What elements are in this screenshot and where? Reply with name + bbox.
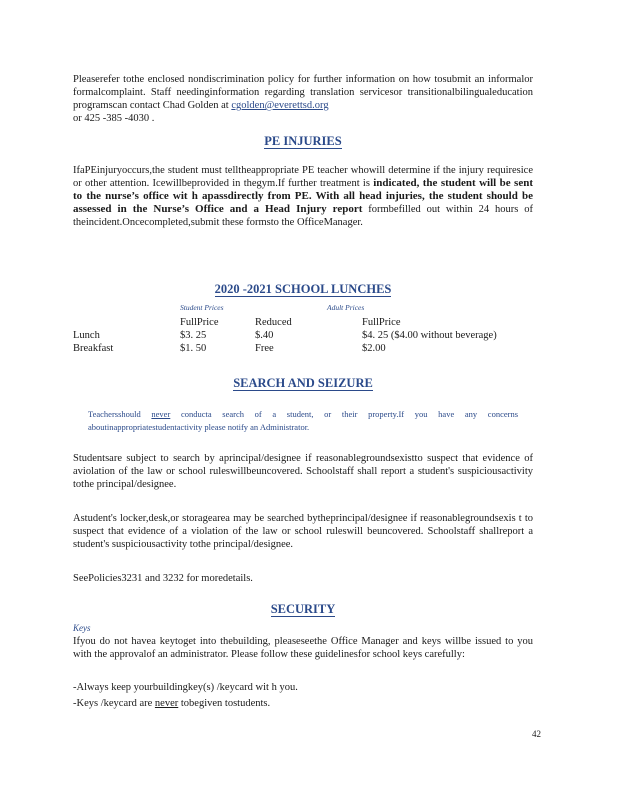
- cell: Free: [255, 343, 274, 354]
- pe-text-3: formbefilled out within 24 hours of theincident.Oncecompleted,submit these formsto the OfficeManager.: [73, 204, 534, 228]
- lunch-price-table: [73, 316, 497, 355]
- intro-text: Pleaserefer tothe enclosed nondiscrimination policy for further information on how tosubmit an informalor formalcomplaint. Staff needinginformation regarding translation servicesor transitionalbilingualeducation programscan contact Chad Golden at: [73, 74, 533, 111]
- never-underlined: never: [151, 409, 171, 419]
- student-prices-label: Student Prices: [180, 303, 224, 312]
- teacher-note: Teachersshould never conducta search of a student, or their property.If you have any concerns aboutinappropriatestudentactivity please notify an Administrator.: [88, 409, 518, 432]
- row-label: Lunch: [73, 330, 100, 341]
- keys-subheading: Keys: [73, 623, 91, 633]
- pe-injuries-heading: PE INJURIES: [264, 134, 342, 148]
- security-bullet-1: -Always keep yourbuildingkey(s) /keycard wit h you.: [73, 682, 298, 693]
- search-seizure-heading: SEARCH AND SEIZURE: [233, 376, 373, 390]
- table-header-row: [73, 316, 497, 329]
- cell: $2.00: [362, 343, 386, 354]
- pe-text-1: IfaPEinjuryoccurs,the student must telltheappropriate PE teacher whowill determine if the injury requiresice or other attention. Icewillbeprovided in thegym.If further treatment is: [73, 165, 533, 189]
- search-paragraph-2: Astudent's locker,desk,or storagearea may be searched bytheprincipal/designee if reasonablegroundsexis t to suspect that evidence of a violation of the law or school ruleswill beuncovered. Schoolstaff shallreport a student's suspiciousactivity tothe principal/designee.: [73, 513, 533, 550]
- pe-text-bold: indicated, the student will be sent to the nurse’s office wit h apassdirectly from PE. With all head injuries, the student should be assessed in the Nurse’s Office and a Head Injury report: [73, 177, 533, 215]
- header-cell: FullPrice: [362, 317, 401, 328]
- table-row: [73, 329, 497, 342]
- cell: $4. 25 ($4.00 without beverage): [362, 330, 497, 341]
- header-cell: [73, 316, 180, 329]
- adult-prices-label: Adult Prices: [327, 303, 365, 312]
- cell: $3. 25: [180, 330, 207, 341]
- security-bullet-2: -Keys /keycard are never tobegiven tostudents.: [73, 698, 271, 709]
- table-row: [73, 342, 497, 355]
- pe-injuries-paragraph: [73, 164, 533, 229]
- search-paragraph-3: SeePolicies3231 and 3232 for moredetails.: [73, 573, 253, 584]
- never-underlined: never: [154, 698, 179, 709]
- cell: $.40: [255, 330, 274, 341]
- security-heading: SECURITY: [270, 602, 336, 616]
- header-cell: Reduced: [255, 317, 292, 328]
- intro-paragraph: [73, 73, 533, 125]
- cell: $1. 50: [180, 343, 207, 354]
- page-number: 42: [532, 729, 541, 739]
- search-paragraph-1: Studentsare subject to search by aprincipal/designee if reasonablegroundsexistto suspect that evidence of aviolation of the law or school ruleswillbeuncovered. Schoolstaff shall report a student's suspiciousactivity tothe principal/designee.: [73, 453, 533, 490]
- intro-phone: or 425 -385 -4030 .: [73, 113, 155, 124]
- school-lunches-heading: 2020 -2021 SCHOOL LUNCHES: [214, 282, 392, 296]
- row-label: Breakfast: [73, 343, 114, 354]
- security-paragraph: Ifyou do not havea keytoget into thebuilding, pleaseseethe Office Manager and keys willbe issued to you with the approvalof an administrator. Please follow these guidelinesfor school keys carefully:: [73, 636, 533, 660]
- header-cell: FullPrice: [180, 317, 219, 328]
- email-link[interactable]: cgolden@everettsd.org: [231, 100, 329, 111]
